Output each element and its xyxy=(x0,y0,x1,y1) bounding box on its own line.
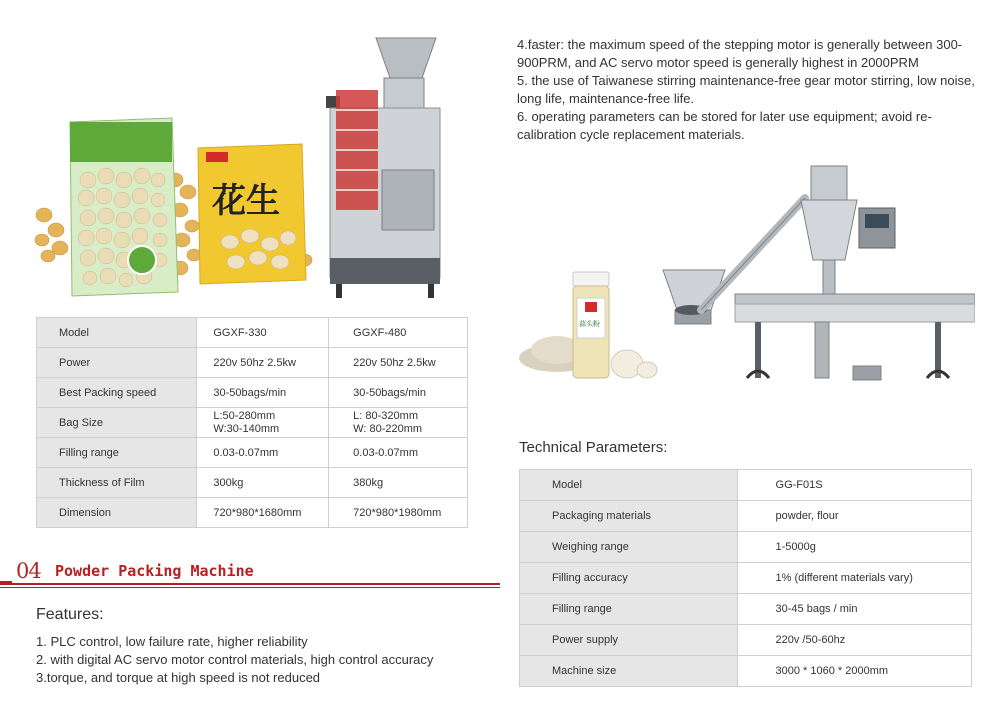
features-continued xyxy=(517,36,987,144)
row-label: Machine size xyxy=(520,656,738,687)
section-header xyxy=(0,553,505,593)
table-row xyxy=(520,470,972,501)
table-cell: GG-F01S xyxy=(737,470,971,501)
table-row xyxy=(37,408,468,438)
features-list xyxy=(36,633,496,687)
table-cell: 720*980*1680mm xyxy=(197,498,329,528)
soybean-bag xyxy=(70,118,178,296)
screw-conveyor xyxy=(701,198,805,310)
table-cell: 380kg xyxy=(329,468,468,498)
garlic xyxy=(611,350,657,378)
table-row xyxy=(520,625,972,656)
header-cell: Model xyxy=(37,318,197,348)
table-cell: 30-45 bags / min xyxy=(737,594,971,625)
table-cell: 0.03-0.07mm xyxy=(197,438,329,468)
list-item: 2. with digital AC servo motor control materials, high control accuracy xyxy=(36,652,434,667)
peanut-bag xyxy=(198,144,306,284)
table-row xyxy=(37,468,468,498)
table-row xyxy=(37,498,468,528)
row-label: Dimension xyxy=(37,498,197,528)
row-label: Filling range xyxy=(37,438,197,468)
granule-packing-product-image xyxy=(30,30,450,305)
row-label: Power supply xyxy=(520,625,738,656)
cell-line: W:30-140mm xyxy=(213,422,280,435)
row-label: Filling accuracy xyxy=(520,563,738,594)
header-rule xyxy=(0,583,500,585)
table-row xyxy=(520,656,972,687)
header-rule-thin xyxy=(0,587,500,588)
table-row xyxy=(520,594,972,625)
cell-line: L: 80-320mm xyxy=(353,409,418,422)
auger-filler xyxy=(801,166,895,296)
table-cell xyxy=(329,408,468,438)
table-cell: 0.03-0.07mm xyxy=(329,438,468,468)
spice-jar xyxy=(573,272,609,378)
row-label: Weighing range xyxy=(520,532,738,563)
technical-parameters-title: Technical Parameters: xyxy=(519,439,668,456)
table-row xyxy=(520,501,972,532)
table-cell: 720*980*1980mm xyxy=(329,498,468,528)
table-row xyxy=(37,348,468,378)
table-cell: 30-50bags/min xyxy=(197,378,329,408)
section-number: 04 xyxy=(16,559,41,583)
technical-parameters-table xyxy=(519,469,972,687)
header-cell: GGXF-330 xyxy=(197,318,329,348)
list-item: 4.faster: the maximum speed of the stepping motor is generally between 300-900PRM, and AC servo motor speed is generally highest in 2000PRM xyxy=(517,37,963,70)
table-row xyxy=(37,438,468,468)
table-cell: 220v 50hz 2.5kw xyxy=(197,348,329,378)
table-cell: 220v 50hz 2.5kw xyxy=(329,348,468,378)
conveyor-belt xyxy=(735,294,975,380)
features-title: Features: xyxy=(36,606,104,623)
row-label: Model xyxy=(520,470,738,501)
header-cell: GGXF-480 xyxy=(329,318,468,348)
section-title: Powder Packing Machine xyxy=(55,562,254,580)
row-label: Bag Size xyxy=(37,408,197,438)
table-cell: powder, flour xyxy=(737,501,971,532)
table-cell: 300kg xyxy=(197,468,329,498)
table-cell xyxy=(197,408,329,438)
row-label: Power xyxy=(37,348,197,378)
list-item: 1. PLC control, low failure rate, higher reliability xyxy=(36,634,308,649)
table-row xyxy=(37,318,468,348)
table-row xyxy=(520,563,972,594)
table-cell: 3000 * 1060 * 2000mm xyxy=(737,656,971,687)
row-label: Best Packing speed xyxy=(37,378,197,408)
table-cell: 220v /50-60hz xyxy=(737,625,971,656)
table-row xyxy=(520,532,972,563)
list-item: 5. the use of Taiwanese stirring maintenance-free gear motor stirring, low noise, long life, maintenance-free life. xyxy=(517,73,975,106)
cell-line: L:50-280mm xyxy=(213,409,276,422)
table-row xyxy=(37,378,468,408)
header-accent-bar xyxy=(0,563,12,583)
row-label: Thickness of Film xyxy=(37,468,197,498)
bag-glyph: 花生 xyxy=(212,181,280,221)
table-cell: 1-5000g xyxy=(737,532,971,563)
table-cell: 1% (different materials vary) xyxy=(737,563,971,594)
table-cell: 30-50bags/min xyxy=(329,378,468,408)
packing-machine-spec-table xyxy=(36,317,468,528)
vertical-packing-machine xyxy=(326,38,440,298)
row-label: Packaging materials xyxy=(520,501,738,532)
list-item: 3.torque, and torque at high speed is not reduced xyxy=(36,670,321,685)
cell-line: W: 80-220mm xyxy=(353,422,423,435)
jar-label: 蒜头粉 xyxy=(579,320,600,328)
powder-filling-machine-image xyxy=(515,160,975,400)
list-item: 6. operating parameters can be stored for later use equipment; avoid re-calibration cycle replacement materials. xyxy=(517,109,932,142)
row-label: Filling range xyxy=(520,594,738,625)
